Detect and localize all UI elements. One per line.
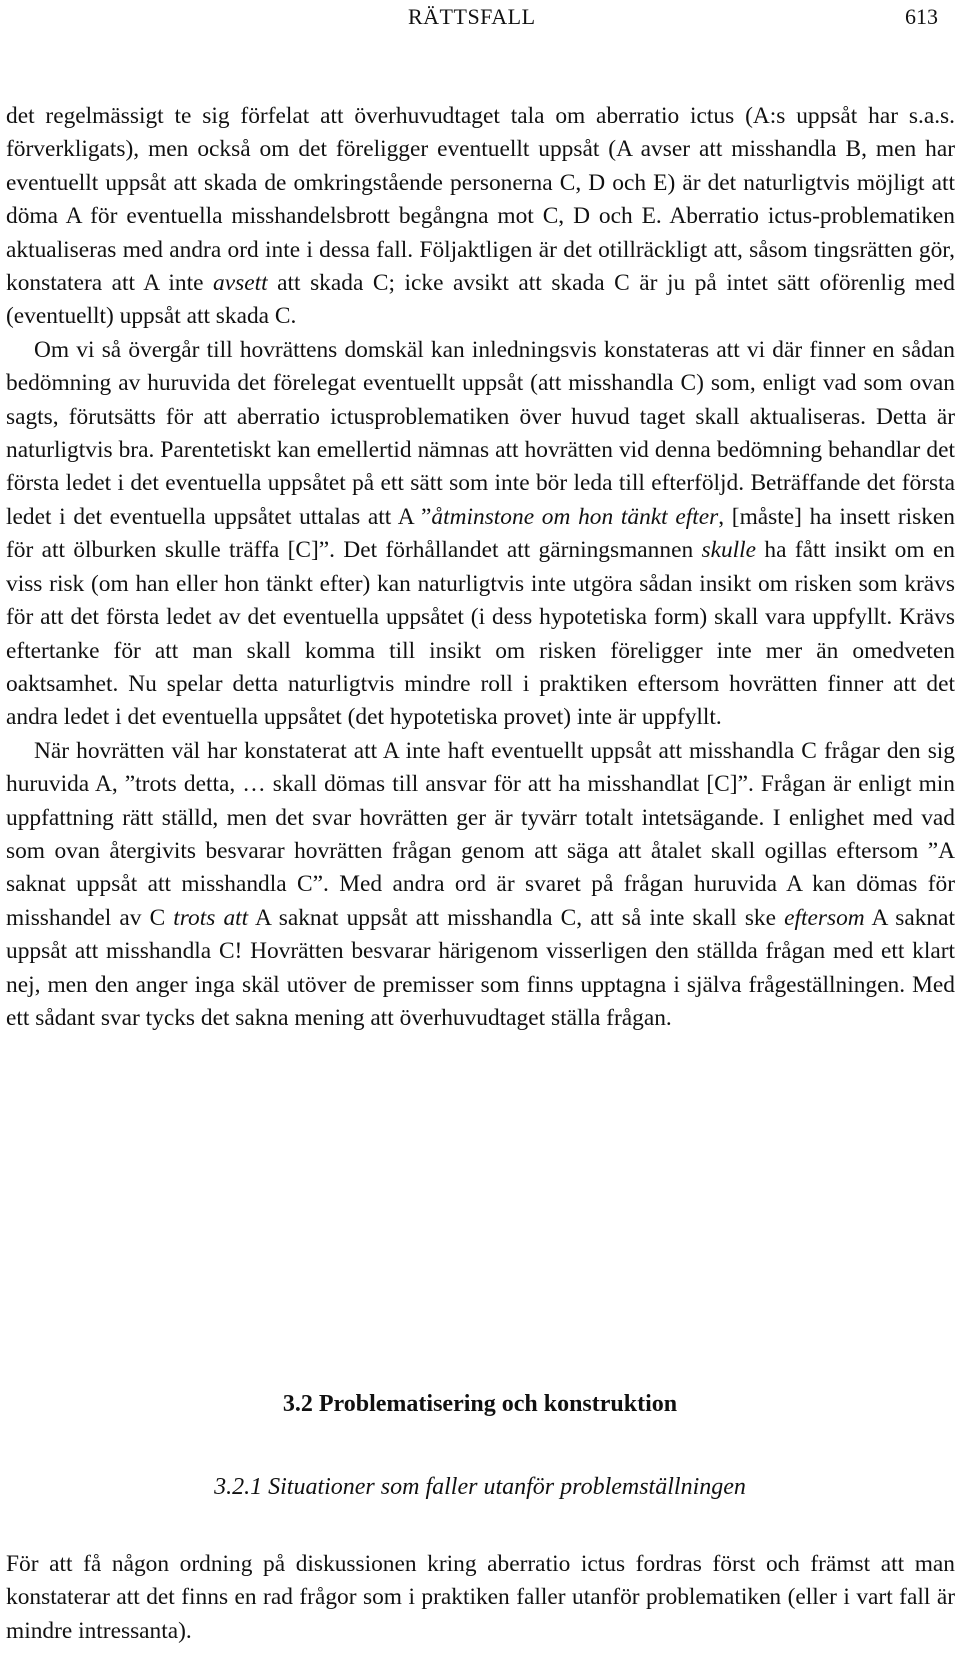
page-number: 613 (905, 4, 938, 29)
emphasis-text: eftersom (784, 904, 865, 931)
text-segment: , [måste] ha insett risken för att ölburken skulle träffa [C]”. Det förhållandet att gärningsmannen (6, 503, 955, 564)
text-segment: Om vi så övergår till hovrättens domskäl kan inledningsvis konstateras att vi där finner en sådan bedömning av huruvida det förelegat eventuellt uppsåt (att misshandla C) som, enligt vad som ovan sagts, förutsätts för att aberratio ictusproblematiken över huvud taget skall aktualiseras. Detta är naturligtvis bra. Parentetiskt kan emellertid nämnas att hovrätten vid denna bedömning behandlar det första ledet i det eventuella uppsåtet på ett sätt som inte bör leda till efterföljd. Beträffande det första ledet i det eventuella uppsåtet uttalas att A ” (6, 336, 955, 530)
text-segment: A saknat uppsåt att misshandla C! Hovrätten besvarar härigenom visserligen den ställda frågan med ett klart nej, men den anger inga skäl utöver de premisser som finns upptagna i själva frågeställningen. Med ett sådant svar tycks det sakna mening att överhuvudtaget ställa frågan. (6, 904, 955, 1031)
running-title: RÄTTSFALL (408, 4, 536, 29)
paragraph-4: För att få någon ordning på diskussionen kring aberratio ictus fordras först och främst att man konstaterar att det finns en rad frågor som i praktiken faller utanför problematiken (eller i vart fall är mindre intressanta). (6, 1551, 955, 1644)
paragraph-1 (6, 100, 955, 334)
paragraph-2 (6, 334, 955, 735)
text-segment: att skada C; icke avsikt att skada C är ju på intet sätt oförenlig med (eventuellt) uppsåt att skada C. (6, 270, 955, 330)
body-text (6, 100, 955, 1035)
text-segment: När hovrätten väl har konstaterat att A inte haft eventuellt uppsåt att misshandla C frågar den sig huruvida A, ”trots detta, … skall dömas till ansvar för att ha misshandlat [C]”. Frågan är enligt min uppfattning rätt ställd, men det svar hovrätten ger är tyvärr totalt intetsägande. I enlighet med vad som ovan återgivits besvarar hovrätten frågan genom att säga att åtalet skall ogillas eftersom ”A saknat uppsåt att misshandla C”. Med andra ord är svaret på frågan huruvida A kan dömas för misshandel av C (6, 737, 955, 931)
emphasis-text: trots att (173, 904, 249, 931)
page-header (0, 4, 960, 34)
emphasis-text: skulle (701, 537, 757, 564)
paragraph-3 (6, 735, 955, 1036)
text-segment: det regelmässigt te sig förfelat att överhuvudtaget tala om aberratio ictus (A:s uppsåt har s.a.s. förverkligats), men också om det föreligger eventuellt uppsåt (A avser att misshandla B, men har eventuellt uppsåt att skada de omkringstående personerna C, D och E) är det naturligtvis möjligt att döma A för eventuella misshandelsbrott begångna mot C, D och E. Aberratio ictus-problematiken aktualiseras med andra ord inte i dessa fall. Följaktligen är det otillräckligt att, såsom tingsrätten gör, konstatera att A inte (6, 103, 955, 297)
text-segment: ha fått insikt om en viss risk (om han eller hon tänkt efter) kan naturligtvis inte utgöra sådan insikt om risken som krävs för att det första ledet av det eventuella uppsåtet (i dess hypotetiska form) skall vara uppfyllt. Krävs eftertanke för att man skall komma till insikt om risken föreligger inte mer än omedveten oaktsamhet. Nu spelar detta naturligtvis mindre roll i praktiken eftersom hovrätten finner att det andra ledet i det eventuella uppsåtet (det hypotetiska provet) inte är uppfyllt. (6, 537, 955, 731)
section-heading: 3.2 Problematisering och konstruktion (282, 1391, 678, 1417)
emphasis-text: åtminstone om hon tänkt efter (431, 503, 719, 530)
subsection-heading: 3.2.1 Situationer som faller utanför problemställningen (214, 1474, 746, 1500)
emphasis-text: avsett (213, 270, 268, 297)
text-segment: A saknat uppsåt att misshandla C, att så inte skall ske (248, 904, 785, 931)
